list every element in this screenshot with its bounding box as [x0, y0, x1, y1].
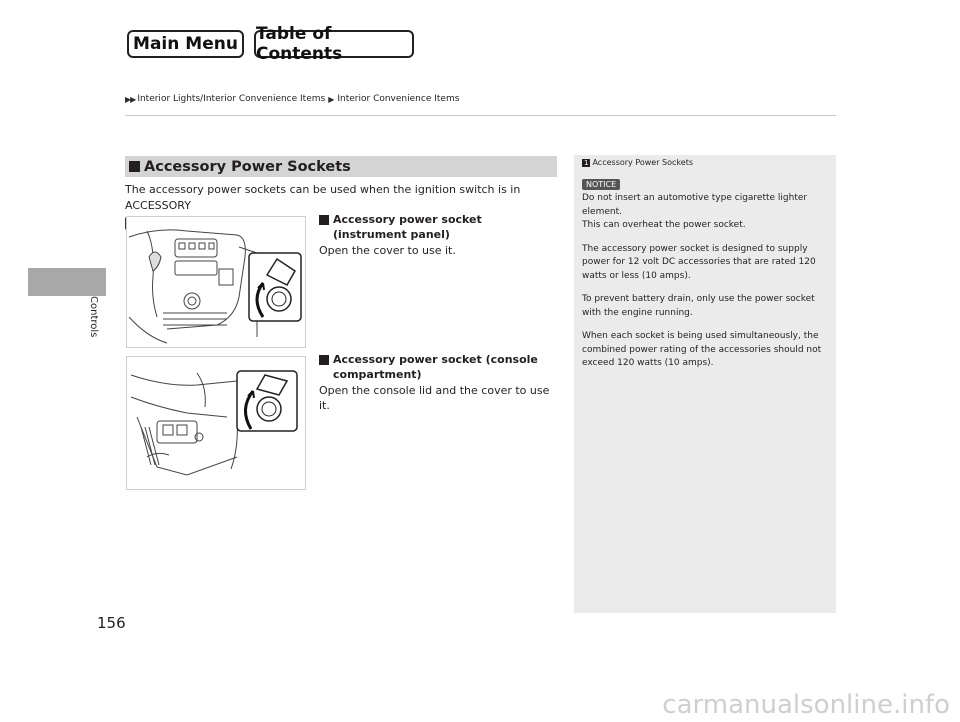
square-bullet-icon: [319, 215, 329, 225]
note-paragraph: When each socket is being used simultaneously, the combined power rating of the accessories should not exceed 120 watts (10 amps).: [582, 331, 822, 368]
section-title: Accessory Power Sockets: [144, 158, 351, 175]
subsection-body: Open the cover to use it.: [319, 244, 456, 257]
main-menu-button[interactable]: Main Menu: [127, 30, 244, 58]
note-paragraph: This can overheat the power socket.: [582, 220, 746, 230]
watermark: carmanualsonline.info: [662, 690, 950, 720]
intro-text: The accessory power sockets can be used when the ignition switch is in ACCESSORY: [125, 183, 521, 212]
console-compartment-drawing: [127, 357, 305, 489]
note-reference-icon: 1: [584, 158, 589, 167]
breadcrumb: [125, 94, 459, 104]
note-paragraph: The accessory power socket is designed to supply power for 12 volt DC accessories that are rated 120 watts or less (10 amps).: [582, 243, 816, 281]
side-note-panel: [574, 155, 836, 613]
square-bullet-icon: [129, 161, 140, 172]
breadcrumb-item-interior-lights[interactable]: Interior Lights/Interior Convenience Items: [137, 94, 326, 104]
note-paragraph: To prevent battery drain, only use the power socket with the engine running.: [582, 294, 815, 318]
console-compartment-socket-illustration: [126, 356, 306, 490]
subsection-instrument-panel: [319, 212, 557, 258]
square-bullet-icon: [319, 355, 329, 365]
header-divider: [125, 115, 836, 116]
notice-badge: NOTICE: [582, 179, 620, 190]
instrument-panel-socket-illustration: [126, 216, 306, 348]
page-number: 156: [97, 614, 126, 632]
note-title: [582, 158, 826, 167]
breadcrumb-separator-icon: ▶: [328, 94, 335, 104]
table-of-contents-button[interactable]: Table of Contents: [254, 30, 414, 58]
chapter-tab: [28, 268, 106, 296]
section-heading: [125, 156, 557, 177]
breadcrumb-arrows-icon: ▶▶: [125, 94, 136, 104]
subsection-title: Accessory power socket (instrument panel): [333, 213, 482, 241]
subsection-console-compartment: [319, 352, 557, 413]
subsection-body: Open the console lid and the cover to use it.: [319, 384, 550, 412]
note-paragraph: Do not insert an automotive type cigarette lighter element.: [582, 193, 808, 217]
note-title-text: Accessory Power Sockets: [592, 158, 693, 167]
breadcrumb-item-interior-convenience[interactable]: Interior Convenience Items: [337, 94, 460, 104]
instrument-panel-drawing: [127, 217, 305, 347]
subsection-title: Accessory power socket (console compartment): [333, 353, 538, 381]
chapter-label: Controls: [88, 296, 99, 338]
